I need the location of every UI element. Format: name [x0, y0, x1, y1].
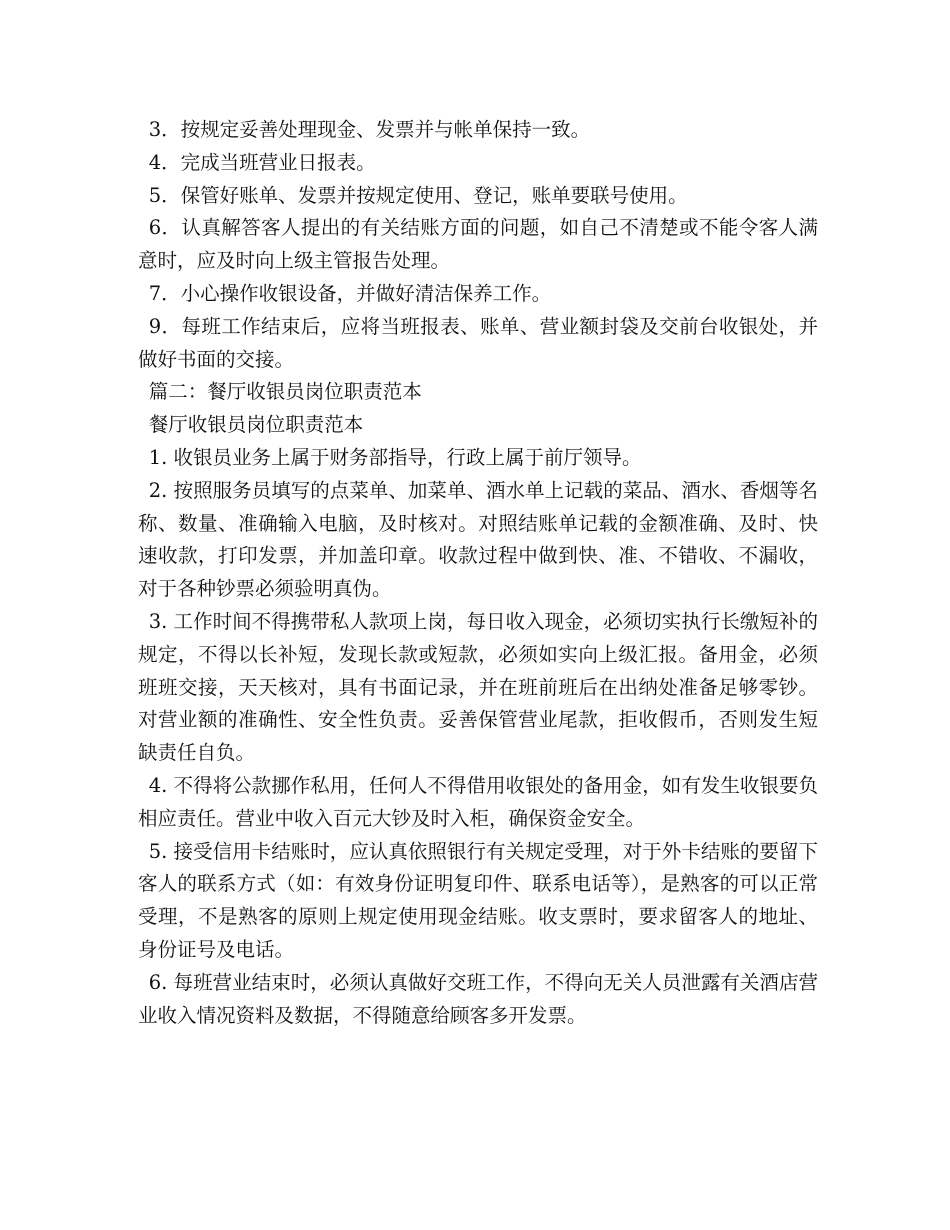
paragraph-item-9-shift-handover: 9．每班工作结束后，应将当班报表、账单、营业额封袋及交前台收银处，并做好书面的交接。	[138, 314, 818, 371]
paragraph-item-5-bill-custody: 5．保管好账单、发票并按规定使用、登记，账单要联号使用。	[148, 183, 688, 207]
paragraph-duty-2: 2. 按照服务员填写的点菜单、加菜单、酒水单上记载的菜品、酒水、香烟等名称、数量、准确输入电脑，及时核对。对照结账单记载的金额准确、及时、快速收款，打印发票，并加盖印章。收款过程中做到快、准、不错收、不漏收，对于各种钞票必须验明真伪。	[138, 478, 818, 601]
section-subtitle: 餐厅收银员岗位职责范本	[148, 413, 364, 437]
paragraph-duty-4: 4. 不得将公款挪作私用，任何人不得借用收银处的备用金，如有发生收银要负相应责任。营业中收入百元大钞及时入柜，确保资金安全。	[138, 773, 818, 830]
document-body	[138, 114, 818, 1032]
paragraph-duty-1: 1. 收银员业务上属于财务部指导，行政上属于前厅领导。	[148, 445, 642, 469]
paragraph-item-4-daily-report: 4．完成当班营业日报表。	[148, 150, 376, 174]
paragraph-item-6-guest-questions: 6．认真解答客人提出的有关结账方面的问题，如自己不清楚或不能令客人满意时，应及时向上级主管报告处理。	[138, 216, 818, 273]
paragraph-duty-5: 5. 接受信用卡结账时，应认真依照银行有关规定受理，对于外卡结账的要留下客人的联系方式（如：有效身份证明复印件、联系电话等），是熟客的可以正常受理，不是熟客的原则上规定使用现金结账。收支票时，要求留客人的地址、身份证号及电话。	[138, 839, 818, 961]
paragraph-duty-3: 3. 工作时间不得携带私人款项上岗，每日收入现金，必须切实执行长缴短补的规定，不得以长补短，发现长款或短款，必须如实向上级汇报。备用金，必须班班交接，天天核对，具有书面记录，并在班前班后在出纳处准备足够零钞。对营业额的准确性、安全性负责。妥善保管营业尾款，拒收假币，否则发生短缺责任自负。	[138, 609, 818, 765]
paragraph-duty-6: 6. 每班营业结束时，必须认真做好交班工作，不得向无关人员泄露有关酒店营业收入情况资料及数据，不得随意给顾客多开发票。	[138, 970, 818, 1027]
section-heading: 篇二：餐厅收银员岗位职责范本	[148, 380, 422, 404]
paragraph-item-3-cash-invoice: 3．按规定妥善处理现金、发票并与帐单保持一致。	[148, 118, 591, 141]
paragraph-item-7-equipment: 7．小心操作收银设备，并做好清洁保养工作。	[148, 281, 552, 305]
